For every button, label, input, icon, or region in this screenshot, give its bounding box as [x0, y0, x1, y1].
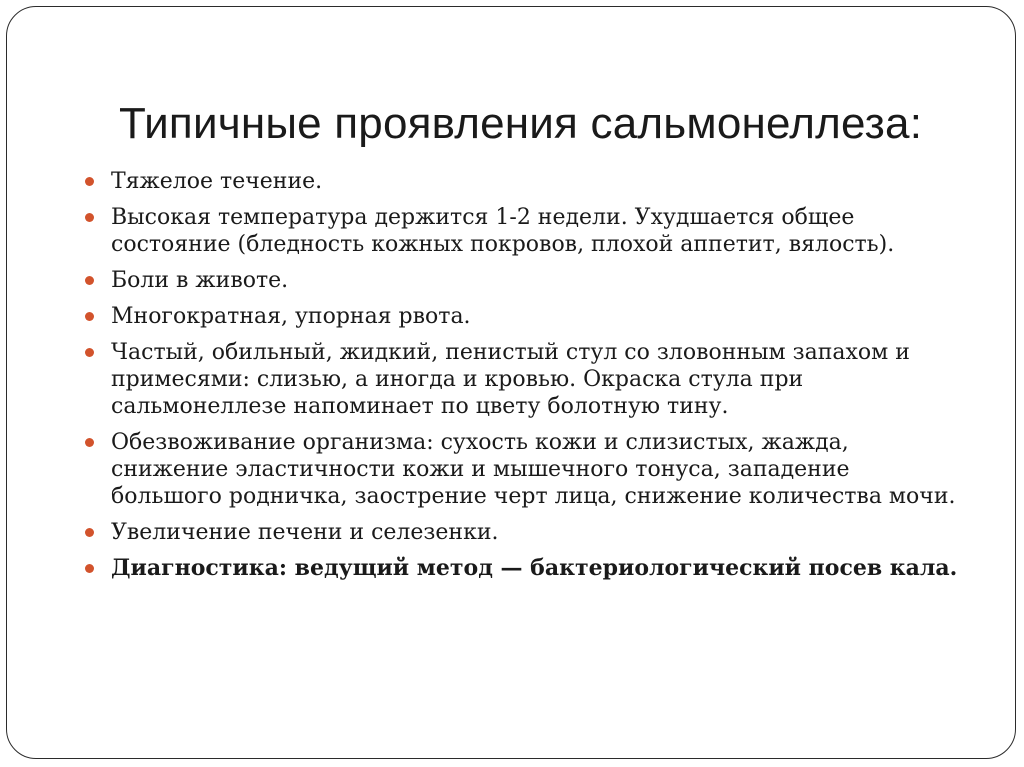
list-item-text: Обезвоживание организма: сухость кожи и слизистых, жажда, снижение эластичности кожи и мышечного тонуса, западение большого родничка, заострение черт лица, снижение количества мочи.	[111, 430, 956, 509]
list-item	[83, 339, 963, 420]
slide-frame	[6, 6, 1016, 759]
list-item	[83, 267, 963, 294]
bullet-icon	[85, 528, 94, 537]
list-item	[83, 303, 963, 330]
bullet-icon	[85, 564, 94, 573]
bullet-icon	[85, 177, 94, 186]
bullet-icon	[85, 348, 94, 357]
list-item-diagnostics	[83, 555, 963, 582]
bullet-list	[83, 168, 963, 591]
bullet-icon	[85, 312, 94, 321]
list-item-text: Высокая температура держится 1-2 недели. Ухудшается общее состояние (бледность кожных покровов, плохой аппетит, вялость).	[111, 205, 895, 257]
list-item-text: Увеличение печени и селезенки.	[111, 520, 499, 545]
list-item-text: Частый, обильный, жидкий, пенистый стул со зловонным запахом и примесями: слизью, а иногда и кровью. Окраска стула при сальмонеллезе напоминает по цвету болотную тину.	[111, 340, 910, 419]
list-item-text: Диагностика: ведущий метод — бактериологический посев кала.	[111, 555, 958, 581]
page-title: Типичные проявления сальмонеллеза:	[119, 99, 923, 148]
list-item	[83, 429, 963, 510]
list-item-text: Тяжелое течение.	[111, 169, 323, 194]
list-item	[83, 204, 963, 258]
list-item	[83, 168, 963, 195]
list-item-text: Многократная, упорная рвота.	[111, 304, 471, 329]
list-item	[83, 519, 963, 546]
list-item-text: Боли в животе.	[111, 268, 289, 293]
bullet-icon	[85, 276, 94, 285]
bullet-icon	[85, 438, 94, 447]
bullet-icon	[85, 213, 94, 222]
